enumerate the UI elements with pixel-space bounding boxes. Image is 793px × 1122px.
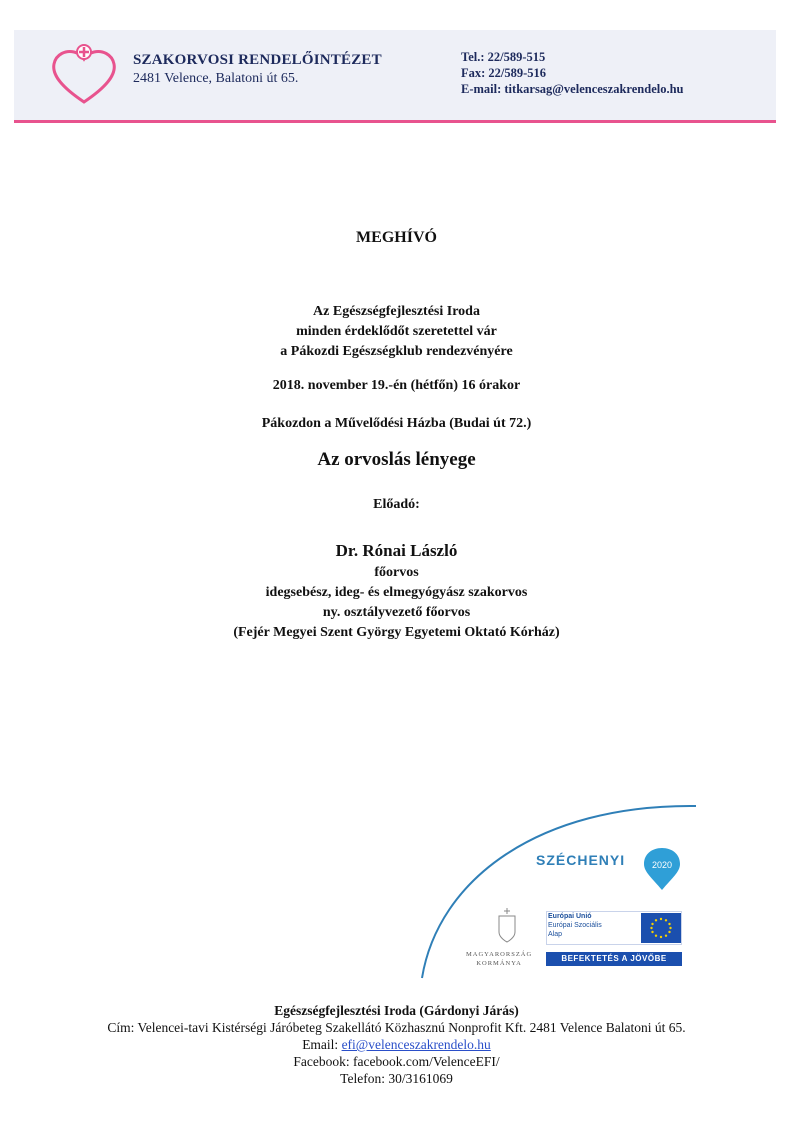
event-date: 2018. november 19.-én (hétfőn) 16 órakor bbox=[272, 378, 521, 393]
presenter-title-line: (Fejér Megyei Szent György Egyetemi Oktató Kórház) bbox=[233, 625, 560, 640]
eu-line: Európai Szociális bbox=[548, 922, 602, 929]
presenter-label: Előadó: bbox=[373, 497, 420, 512]
contact-email: E-mail: titkarsag@velenceszakrendelo.hu bbox=[461, 82, 684, 96]
footer-email bbox=[0, 1036, 793, 1053]
invitation-intro bbox=[0, 302, 793, 362]
presenter-title-line: ny. osztályvezető főorvos bbox=[322, 605, 471, 620]
gov-line: KORMÁNYA bbox=[476, 960, 522, 967]
contact-fax: Fax: 22/589-516 bbox=[461, 66, 547, 80]
contact-tel: Tel.: 22/589-515 bbox=[461, 50, 546, 64]
intro-line: minden érdeklődőt szeretettel vár bbox=[296, 324, 497, 339]
government-label bbox=[466, 950, 532, 968]
heart-cross-logo-icon bbox=[50, 42, 118, 106]
szechenyi-label: SZÉCHENYI bbox=[536, 852, 626, 868]
eu-flag-icon bbox=[641, 913, 681, 943]
invitation-title: MEGHÍVÓ bbox=[356, 229, 437, 246]
intro-line: a Pákozdi Egészségklub rendezvényére bbox=[280, 344, 513, 359]
event-topic: Az orvoslás lényege bbox=[317, 449, 476, 470]
footer-email-link[interactable]: efi@velenceszakrendelo.hu bbox=[341, 1037, 491, 1052]
footer-facebook: Facebook: facebook.com/VelenceEFI/ bbox=[293, 1054, 500, 1069]
footer-office: Egészségfejlesztési Iroda (Gárdonyi Járás) bbox=[274, 1003, 519, 1018]
org-name: SZAKORVOSI RENDELŐINTÉZET bbox=[133, 52, 382, 68]
presenter-title-line: főorvos bbox=[374, 565, 419, 580]
letterhead-divider bbox=[14, 120, 776, 123]
footer-email-label: Email: bbox=[302, 1037, 342, 1052]
presenter-title-line: idegsebész, ideg- és elmegyógyász szakorvos bbox=[265, 585, 528, 600]
presenter-name: Dr. Rónai László bbox=[335, 541, 458, 560]
year-label: 2020 bbox=[651, 860, 673, 870]
gov-line: MAGYARORSZÁG bbox=[466, 951, 533, 958]
event-place: Pákozdon a Művelődési Házba (Budai út 72.) bbox=[261, 416, 532, 431]
eu-line: Európai Unió bbox=[548, 913, 592, 920]
contact-block bbox=[461, 49, 684, 97]
footer-phone: Telefon: 30/3161069 bbox=[340, 1071, 453, 1086]
intro-line: Az Egészségfejlesztési Iroda bbox=[313, 304, 480, 319]
szechenyi-2020-pin-icon bbox=[640, 846, 684, 892]
org-address: 2481 Velence, Balatoni út 65. bbox=[133, 71, 299, 86]
hungarian-crest-icon bbox=[496, 906, 518, 946]
invest-banner: BEFEKTETÉS A JÖVŐBE bbox=[546, 952, 682, 966]
eu-fund-text bbox=[548, 912, 602, 939]
presenter-titles bbox=[0, 563, 793, 643]
eu-line: Alap bbox=[548, 931, 563, 938]
footer-address: Cím: Velencei-tavi Kistérségi Járóbeteg Szakellátó Közhasznú Nonprofit Kft. 2481 Velence Balatoni út 65. bbox=[107, 1020, 686, 1035]
